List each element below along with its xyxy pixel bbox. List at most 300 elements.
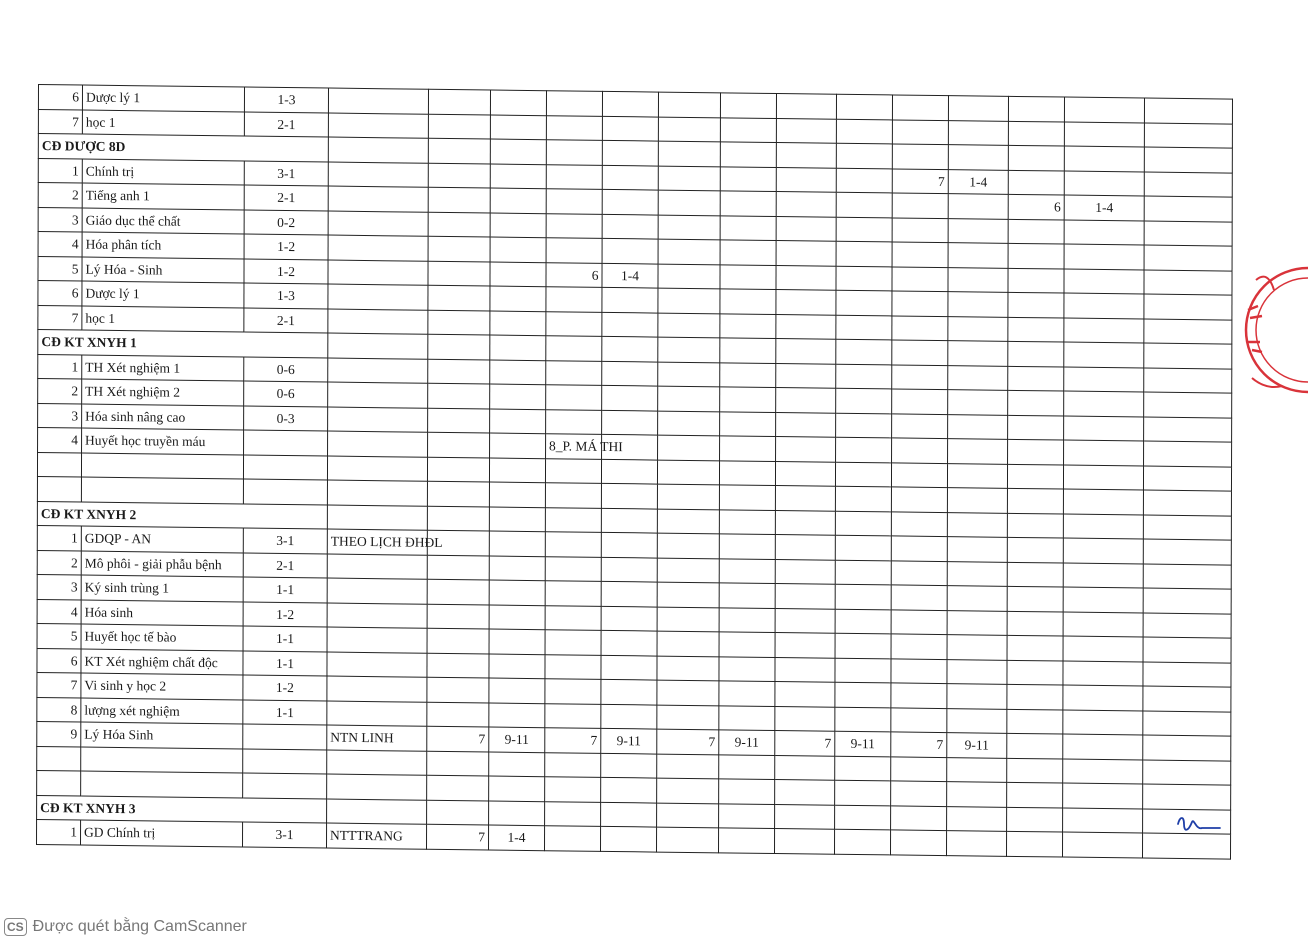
empty-cell xyxy=(835,584,891,609)
empty-cell xyxy=(489,556,545,581)
teacher-name xyxy=(327,456,427,482)
empty-cell xyxy=(719,828,775,853)
teacher-name xyxy=(328,358,428,384)
empty-cell xyxy=(892,315,948,340)
empty-cell xyxy=(1008,121,1064,146)
empty-cell xyxy=(427,775,489,800)
schedule-sheet xyxy=(36,84,1188,845)
empty-cell xyxy=(546,336,602,361)
empty-cell xyxy=(1144,98,1232,124)
empty-cell xyxy=(836,168,892,193)
row-number: 6 xyxy=(37,648,81,673)
row-number xyxy=(37,452,81,477)
empty-cell xyxy=(658,337,720,362)
empty-cell xyxy=(545,801,601,826)
empty-cell xyxy=(1144,417,1232,443)
row-number: 4 xyxy=(38,232,82,257)
empty-cell xyxy=(835,805,891,830)
subject-name: Ký sinh trùng 1 xyxy=(81,575,243,601)
empty-cell xyxy=(892,340,948,365)
section-title: CĐ DƯỢC 8D xyxy=(38,134,328,162)
empty-cell xyxy=(720,215,776,240)
schedule-cell: 8_P. MÁ THI xyxy=(546,434,602,459)
empty-cell xyxy=(835,535,891,560)
empty-cell xyxy=(835,780,891,805)
empty-cell xyxy=(1064,244,1144,269)
empty-cell xyxy=(720,411,776,436)
empty-cell xyxy=(490,164,546,189)
subject-name xyxy=(81,453,243,479)
empty-cell xyxy=(657,680,719,705)
empty-cell xyxy=(947,684,1007,709)
empty-cell xyxy=(428,359,490,384)
empty-cell xyxy=(836,192,892,217)
empty-cell xyxy=(490,139,546,164)
empty-cell xyxy=(1008,243,1064,268)
teacher-name xyxy=(327,627,427,653)
empty-cell xyxy=(947,782,1007,807)
schedule-cell: 9-11 xyxy=(719,730,775,755)
empty-cell xyxy=(835,707,891,732)
empty-cell xyxy=(489,654,545,679)
camscanner-footer xyxy=(4,918,247,936)
empty-cell xyxy=(775,706,835,731)
empty-cell xyxy=(490,262,546,287)
empty-cell xyxy=(657,656,719,681)
empty-cell xyxy=(948,145,1008,170)
row-number: 8 xyxy=(37,697,81,722)
empty-cell xyxy=(545,458,601,483)
empty-cell xyxy=(719,460,775,485)
empty-cell xyxy=(1007,537,1063,562)
empty-cell xyxy=(1143,564,1231,590)
empty-cell xyxy=(1144,245,1232,271)
empty-cell xyxy=(1063,612,1143,637)
subject-name: Giáo dục thể chất xyxy=(82,208,244,234)
empty-cell xyxy=(1064,269,1144,294)
empty-cell xyxy=(719,705,775,730)
empty-cell xyxy=(720,191,776,216)
empty-cell xyxy=(546,140,602,165)
empty-cell xyxy=(720,142,776,167)
empty-cell xyxy=(601,532,657,557)
empty-cell xyxy=(657,533,719,558)
empty-cell xyxy=(658,264,720,289)
subject-name: lượng xét nghiệm xyxy=(81,698,243,724)
empty-cell xyxy=(948,218,1008,243)
empty-cell xyxy=(776,192,836,217)
empty-cell xyxy=(835,682,891,707)
subject-name: GDQP - AN xyxy=(81,526,243,552)
teacher-name xyxy=(327,774,427,800)
empty-cell xyxy=(891,634,947,659)
empty-cell xyxy=(892,266,948,291)
schedule-cell: 1-4 xyxy=(1064,195,1144,220)
empty-cell xyxy=(546,360,602,385)
empty-cell xyxy=(891,683,947,708)
empty-cell xyxy=(1144,172,1232,198)
schedule-cell: 7 xyxy=(545,728,601,753)
empty-cell xyxy=(657,827,719,852)
empty-cell xyxy=(545,605,601,630)
empty-cell xyxy=(657,631,719,656)
empty-cell xyxy=(658,141,720,166)
row-number: 7 xyxy=(37,672,81,697)
empty-cell xyxy=(489,580,545,605)
empty-cell xyxy=(719,803,775,828)
row-number: 3 xyxy=(38,403,82,428)
teacher-name xyxy=(328,88,428,114)
empty-cell xyxy=(1064,367,1144,392)
empty-cell xyxy=(545,581,601,606)
empty-cell xyxy=(775,682,835,707)
empty-cell xyxy=(947,561,1007,586)
empty-cell xyxy=(720,338,776,363)
empty-cell xyxy=(1143,466,1231,492)
empty-cell xyxy=(428,236,490,261)
empty-cell xyxy=(775,804,835,829)
empty-cell xyxy=(545,556,601,581)
row-number: 6 xyxy=(38,85,82,110)
empty-cell xyxy=(327,799,427,825)
teacher-name xyxy=(328,382,428,408)
credit-code: 0-6 xyxy=(244,381,328,407)
schedule-cell: 7 xyxy=(892,168,948,193)
empty-cell xyxy=(601,826,657,851)
empty-cell xyxy=(775,657,835,682)
empty-cell xyxy=(776,437,836,462)
teacher-name xyxy=(327,701,427,727)
empty-cell xyxy=(658,166,720,191)
empty-cell xyxy=(776,94,836,119)
empty-cell xyxy=(948,316,1008,341)
empty-cell xyxy=(720,166,776,191)
empty-cell xyxy=(835,756,891,781)
teacher-name xyxy=(328,211,428,237)
empty-cell xyxy=(1008,341,1064,366)
empty-cell xyxy=(1064,342,1144,367)
schedule-cell: 9-11 xyxy=(835,731,891,756)
row-number: 9 xyxy=(37,721,81,746)
empty-cell xyxy=(1064,416,1144,441)
empty-cell xyxy=(719,485,775,510)
teacher-name: THEO LỊCH ĐHĐL xyxy=(327,529,427,555)
empty-cell xyxy=(428,212,490,237)
subject-name: Dược lý 1 xyxy=(82,85,244,111)
row-number: 4 xyxy=(38,427,82,452)
empty-cell xyxy=(601,557,657,582)
row-number: 1 xyxy=(37,819,81,844)
row-number: 5 xyxy=(38,256,82,281)
empty-cell xyxy=(891,830,947,855)
empty-cell xyxy=(428,261,490,286)
subject-name: Vi sinh y học 2 xyxy=(81,673,243,699)
empty-cell xyxy=(836,94,892,119)
empty-cell xyxy=(657,582,719,607)
empty-cell xyxy=(1144,123,1232,149)
credit-code: 2-1 xyxy=(244,185,328,211)
empty-cell xyxy=(719,632,775,657)
empty-cell xyxy=(836,119,892,144)
teacher-name xyxy=(328,162,428,188)
empty-cell xyxy=(719,534,775,559)
subject-name: Lý Hóa - Sinh xyxy=(82,257,244,283)
empty-cell xyxy=(1063,759,1143,784)
teacher-name: NTTTRANG xyxy=(327,823,427,849)
empty-cell xyxy=(658,190,720,215)
empty-cell xyxy=(948,243,1008,268)
credit-code xyxy=(243,773,327,799)
empty-cell xyxy=(947,488,1007,513)
empty-cell xyxy=(776,241,836,266)
empty-cell xyxy=(490,237,546,262)
empty-cell xyxy=(1008,170,1064,195)
empty-cell xyxy=(1063,808,1143,833)
empty-cell xyxy=(891,609,947,634)
empty-cell xyxy=(948,390,1008,415)
red-stamp-seal xyxy=(1238,250,1308,410)
empty-cell xyxy=(892,217,948,242)
empty-cell xyxy=(836,241,892,266)
empty-cell xyxy=(601,581,657,606)
section-title: CĐ KT XNYH 1 xyxy=(38,329,328,357)
empty-cell xyxy=(428,285,490,310)
row-number xyxy=(37,746,81,771)
empty-cell xyxy=(1063,465,1143,490)
credit-code: 2-1 xyxy=(243,553,327,579)
empty-cell xyxy=(545,532,601,557)
empty-cell xyxy=(428,89,490,114)
empty-cell xyxy=(489,776,545,801)
empty-cell xyxy=(719,754,775,779)
empty-cell xyxy=(602,140,658,165)
empty-cell xyxy=(891,805,947,830)
empty-cell xyxy=(602,361,658,386)
empty-cell xyxy=(948,194,1008,219)
subject-name: Huyết học tế bào xyxy=(81,624,243,650)
empty-cell xyxy=(602,385,658,410)
empty-cell xyxy=(489,482,545,507)
empty-cell xyxy=(835,560,891,585)
empty-cell xyxy=(657,460,719,485)
empty-cell xyxy=(602,214,658,239)
empty-cell xyxy=(720,387,776,412)
credit-code: 1-1 xyxy=(243,700,327,726)
teacher-name xyxy=(327,578,427,604)
teacher-name xyxy=(327,480,427,506)
subject-name: TH Xét nghiệm 1 xyxy=(82,355,244,381)
teacher-name xyxy=(327,676,427,702)
schedule-cell: 1-4 xyxy=(489,825,545,850)
empty-cell xyxy=(657,754,719,779)
empty-cell xyxy=(775,461,835,486)
empty-cell xyxy=(719,656,775,681)
credit-code: 2-1 xyxy=(244,308,328,334)
empty-cell xyxy=(428,187,490,212)
row-number: 3 xyxy=(38,207,82,232)
empty-cell xyxy=(1143,490,1231,516)
schedule-cell: 7 xyxy=(775,731,835,756)
empty-cell xyxy=(948,414,1008,439)
empty-cell xyxy=(658,239,720,264)
empty-cell xyxy=(490,286,546,311)
empty-cell xyxy=(545,752,601,777)
empty-cell xyxy=(427,506,489,531)
subject-name xyxy=(81,747,243,773)
row-number: 3 xyxy=(37,574,81,599)
row-number: 2 xyxy=(38,183,82,208)
empty-cell xyxy=(428,334,490,359)
empty-cell xyxy=(601,802,657,827)
empty-cell xyxy=(836,364,892,389)
empty-cell xyxy=(835,609,891,634)
empty-cell xyxy=(1063,832,1143,857)
empty-cell xyxy=(775,584,835,609)
credit-code: 1-1 xyxy=(243,577,327,603)
empty-cell xyxy=(428,114,490,139)
empty-cell xyxy=(490,115,546,140)
empty-cell xyxy=(489,752,545,777)
empty-cell xyxy=(947,610,1007,635)
schedule-cell: 9-11 xyxy=(947,733,1007,758)
empty-cell xyxy=(1144,319,1232,345)
row-number: 6 xyxy=(38,281,82,306)
empty-cell xyxy=(835,511,891,536)
empty-cell xyxy=(427,579,489,604)
row-number: 2 xyxy=(37,550,81,575)
schedule-cell: 7 xyxy=(891,732,947,757)
empty-cell xyxy=(835,462,891,487)
empty-cell xyxy=(546,238,602,263)
empty-cell xyxy=(835,633,891,658)
empty-cell xyxy=(1144,441,1232,467)
empty-cell xyxy=(601,655,657,680)
teacher-name xyxy=(328,260,428,286)
empty-cell xyxy=(427,555,489,580)
credit-code: 1-2 xyxy=(244,234,328,260)
empty-cell xyxy=(428,163,490,188)
credit-code: 1-2 xyxy=(243,602,327,628)
teacher-name xyxy=(327,750,427,776)
empty-cell xyxy=(719,583,775,608)
empty-cell xyxy=(489,605,545,630)
row-number: 7 xyxy=(38,109,82,134)
teacher-name xyxy=(328,235,428,261)
empty-cell xyxy=(657,778,719,803)
empty-cell xyxy=(545,507,601,532)
empty-cell xyxy=(545,654,601,679)
empty-cell xyxy=(892,193,948,218)
empty-cell xyxy=(947,806,1007,831)
empty-cell xyxy=(427,653,489,678)
schedule-cell: 6 xyxy=(1008,194,1064,219)
empty-cell xyxy=(1063,734,1143,759)
subject-name: Hóa sinh xyxy=(81,600,243,626)
empty-cell xyxy=(891,781,947,806)
empty-cell xyxy=(1008,268,1064,293)
empty-cell xyxy=(891,585,947,610)
credit-code: 0-6 xyxy=(244,357,328,383)
empty-cell xyxy=(658,215,720,240)
empty-cell xyxy=(776,167,836,192)
empty-cell xyxy=(1007,782,1063,807)
row-number: 5 xyxy=(37,623,81,648)
credit-code xyxy=(243,724,327,750)
empty-cell xyxy=(427,628,489,653)
empty-cell xyxy=(1063,538,1143,563)
empty-cell xyxy=(1007,831,1063,856)
empty-cell xyxy=(1007,733,1063,758)
empty-cell xyxy=(1007,464,1063,489)
empty-cell xyxy=(490,433,546,458)
empty-cell xyxy=(1007,684,1063,709)
subject-name: học 1 xyxy=(82,110,244,136)
empty-cell xyxy=(427,481,489,506)
empty-cell xyxy=(947,586,1007,611)
empty-cell xyxy=(490,335,546,360)
empty-cell xyxy=(328,333,428,359)
empty-cell xyxy=(546,409,602,434)
empty-cell xyxy=(775,780,835,805)
empty-cell xyxy=(776,412,836,437)
empty-cell xyxy=(428,408,490,433)
empty-cell xyxy=(948,439,1008,464)
empty-cell xyxy=(657,705,719,730)
empty-cell xyxy=(720,362,776,387)
schedule-cell: 7 xyxy=(427,726,489,751)
empty-cell xyxy=(1063,563,1143,588)
empty-cell xyxy=(1064,220,1144,245)
empty-cell xyxy=(947,537,1007,562)
empty-cell xyxy=(1143,759,1231,785)
schedule-cell: 9-11 xyxy=(489,727,545,752)
empty-cell xyxy=(601,459,657,484)
empty-cell xyxy=(892,413,948,438)
empty-cell xyxy=(658,435,720,460)
empty-cell xyxy=(427,702,489,727)
empty-cell xyxy=(546,287,602,312)
empty-cell xyxy=(892,242,948,267)
empty-cell xyxy=(602,91,658,116)
teacher-name xyxy=(328,309,428,335)
empty-cell xyxy=(836,413,892,438)
handwritten-signature xyxy=(1172,812,1224,840)
empty-cell xyxy=(545,777,601,802)
empty-cell xyxy=(835,658,891,683)
empty-cell xyxy=(1008,219,1064,244)
empty-cell xyxy=(1144,270,1232,296)
empty-cell xyxy=(427,800,489,825)
teacher-name xyxy=(327,603,427,629)
credit-code: 1-3 xyxy=(244,87,328,113)
empty-cell xyxy=(1008,292,1064,317)
empty-cell xyxy=(1007,635,1063,660)
subject-name xyxy=(81,771,243,797)
empty-cell xyxy=(657,484,719,509)
empty-cell xyxy=(546,115,602,140)
empty-cell xyxy=(428,310,490,335)
empty-cell xyxy=(602,336,658,361)
subject-name: Dược lý 1 xyxy=(82,281,244,307)
subject-name: Hóa phân tích xyxy=(82,232,244,258)
empty-cell xyxy=(1007,562,1063,587)
credit-code: 0-2 xyxy=(244,210,328,236)
empty-cell xyxy=(836,290,892,315)
credit-code: 2-1 xyxy=(244,112,328,138)
subject-name: Huyết học truyền máu xyxy=(82,428,244,454)
empty-cell xyxy=(776,339,836,364)
empty-cell xyxy=(948,267,1008,292)
